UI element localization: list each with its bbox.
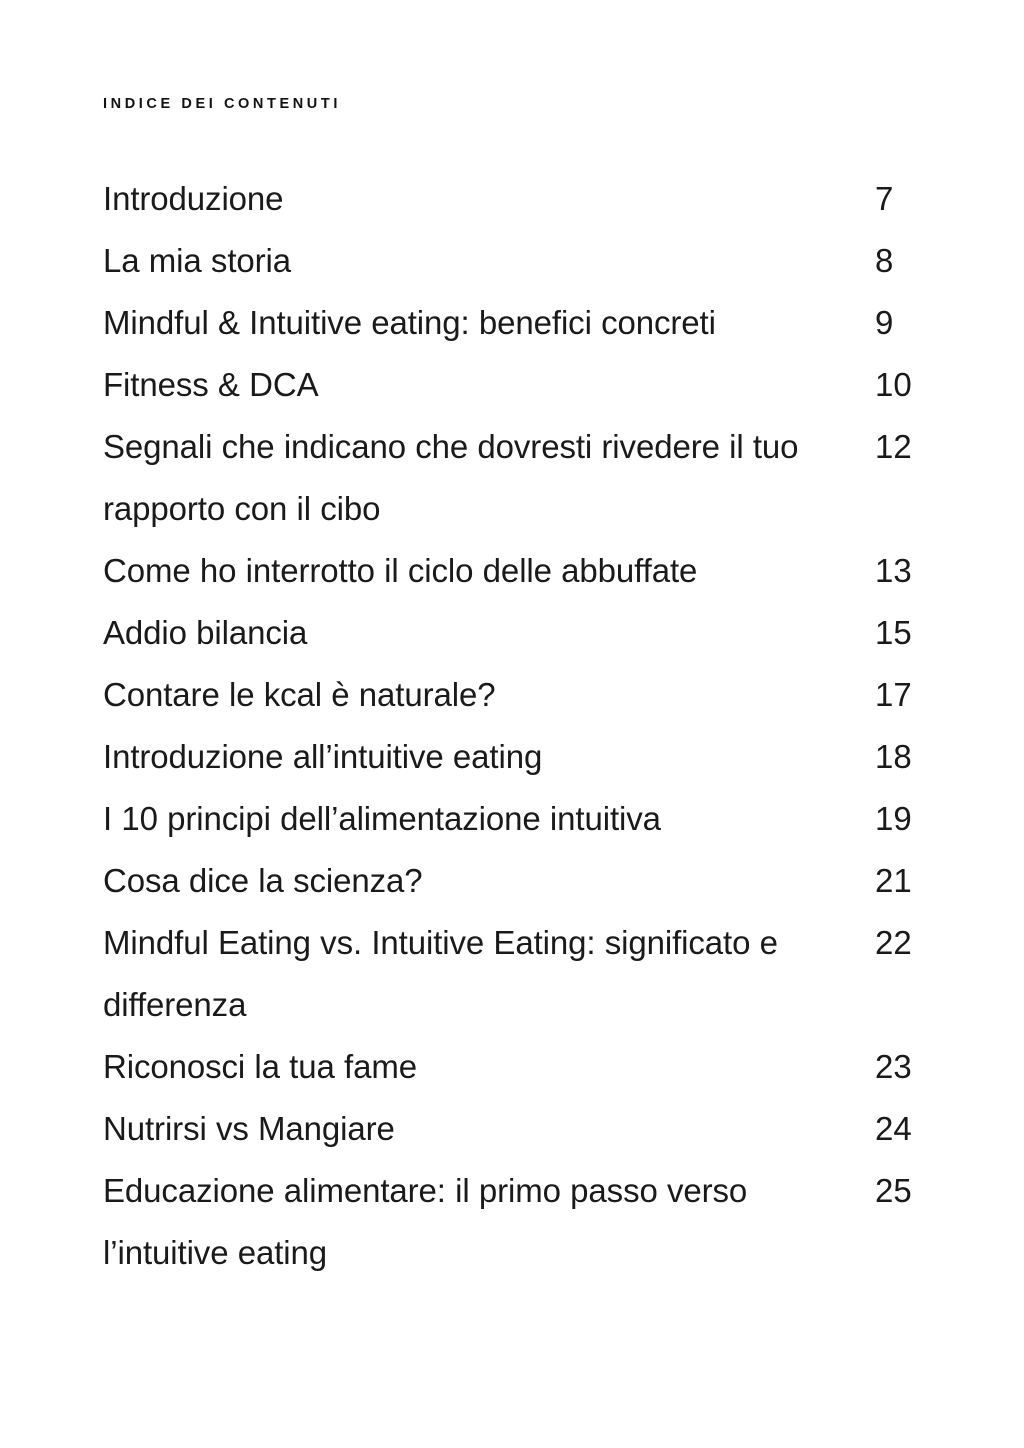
toc-entry-title: La mia storia [103,242,292,279]
toc-entry-page-number: 18 [875,738,912,775]
toc-entry-page-number: 7 [875,180,894,217]
toc-entry-page-number: 23 [875,1048,912,1085]
toc-entry[interactable] [103,726,933,788]
toc-entry[interactable] [103,788,933,850]
toc-entry-page-number: 10 [875,366,912,403]
toc-entry-title: Mindful Eating vs. Intuitive Eating: significato e differenza [103,924,778,1023]
toc-entry-title: Fitness & DCA [103,366,319,403]
toc-entry[interactable] [103,292,933,354]
toc-entry[interactable] [103,416,933,540]
toc-entry-title: Mindful & Intuitive eating: benefici concreti [103,304,716,341]
toc-entry-title: Cosa dice la scienza? [103,862,423,899]
toc-entry[interactable] [103,168,933,230]
toc-entry[interactable] [103,664,933,726]
toc-entry-page-number: 12 [875,428,912,465]
toc-entry-page-number: 25 [875,1172,912,1209]
toc-entry[interactable] [103,354,933,416]
toc-entry[interactable] [103,1036,933,1098]
toc-entry-page-number: 9 [875,304,894,341]
toc-entry[interactable] [103,912,933,1036]
toc-entry-page-number: 21 [875,862,912,899]
toc-entry-title: Segnali che indicano che dovresti rivedere il tuo rapporto con il cibo [103,428,799,527]
toc-entry-page-number: 13 [875,552,912,589]
toc-entry-title: I 10 principi dell’alimentazione intuitiva [103,800,661,837]
toc-entry[interactable] [103,230,933,292]
toc-entry[interactable] [103,1098,933,1160]
toc-entry-title: Introduzione [103,180,284,217]
toc-entry-page-number: 17 [875,676,912,713]
toc-entry-title: Riconosci la tua fame [103,1048,417,1085]
toc-entry-page-number: 22 [875,924,912,961]
page-title: INDICE DEI CONTENUTI [103,96,341,112]
toc-entry[interactable] [103,540,933,602]
toc-entry[interactable] [103,850,933,912]
toc-entry-page-number: 24 [875,1110,912,1147]
toc-entry-title: Educazione alimentare: il primo passo verso l’intuitive eating [103,1172,748,1271]
toc-entry-title: Introduzione all’intuitive eating [103,738,543,775]
toc-entry-page-number: 8 [875,242,894,279]
toc-entry-page-number: 19 [875,800,912,837]
toc-entry[interactable] [103,602,933,664]
toc-list [103,168,933,1284]
toc-entry[interactable] [103,1160,933,1284]
toc-entry-title: Come ho interrotto il ciclo delle abbuffate [103,552,698,589]
toc-entry-title: Contare le kcal è naturale? [103,676,496,713]
toc-entry-page-number: 15 [875,614,912,651]
toc-entry-title: Addio bilancia [103,614,308,651]
toc-entry-title: Nutrirsi vs Mangiare [103,1110,395,1147]
